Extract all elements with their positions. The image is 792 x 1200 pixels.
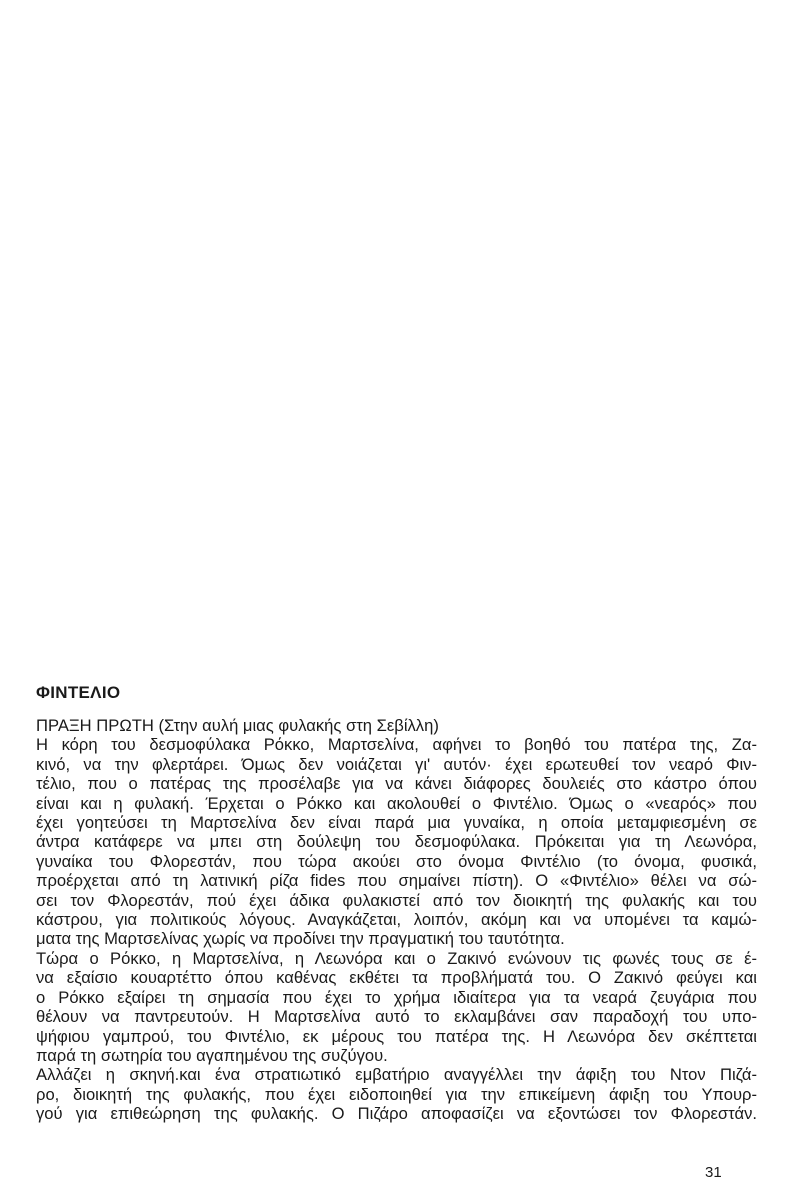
- text-line: γού για επιθεώρηση της φυλακής. Ο Πιζάρο αποφασίζει να εξοντώσει τον Φλορεστάν.: [36, 1104, 757, 1124]
- text-line: ρο, διοικητή της φυλακής, που έχει ειδοποιηθεί για την επικείμενη άφιξη του Υπουρ-: [36, 1084, 757, 1104]
- text-line: έχει γοητεύσει τη Μαρτσελίνα δεν είναι παρά μια γυναίκα, η οποία μεταμφιεσμένη σε: [36, 813, 757, 833]
- text-line: θέλουν να παντρευτούν. Η Μαρτσελίνα αυτό το εκλαμβάνει σαν παραδοχή του υπο-: [36, 1007, 757, 1027]
- text-line: είναι και η φυλακή. Έρχεται ο Ρόκκο και ακολουθεί ο Φιντέλιο. Όμως ο «νεαρός» που: [36, 793, 757, 813]
- text-line: γυναίκα του Φλορεστάν, που τώρα ακούει στο όνομα Φιντέλιο (το όνομα, φυσικά,: [36, 851, 757, 871]
- text-line: ο Ρόκκο εξαίρει τη σημασία που έχει το χρήμα ιδιαίτερα για τα νεαρά ζευγάρια που: [36, 987, 757, 1007]
- page-number: 31: [705, 1164, 722, 1181]
- text-line: Η κόρη του δεσμοφύλακα Ρόκκο, Μαρτσελίνα, αφήνει το βοηθό του πατέρα της, Ζα-: [36, 735, 757, 755]
- text-line: σει τον Φλορεστάν, πού έχει άδικα φυλακιστεί από τον διοικητή της φυλακής και του: [36, 890, 757, 910]
- text-line: ΠΡΑΞΗ ΠΡΩΤΗ (Στην αυλή μιας φυλακής στη Σεβίλλη): [36, 716, 439, 735]
- text-line: ψήφιου γαμπρού, του Φιντέλιο, εκ μέρους του πατέρα της. Η Λεωνόρα δεν σκέπτεται: [36, 1026, 757, 1046]
- text-line: τέλιο, που ο πατέρας της προσέλαβε για να κάνει διάφορες δουλειές στο κάστρο όπου: [36, 774, 757, 794]
- text-line: προέρχεται από τη λατινική ρίζα fides που σημαίνει πίστη). Ο «Φιντέλιο» θέλει να σώ-: [36, 871, 757, 891]
- text-line: Αλλάζει η σκηνή.και ένα στρατιωτικό εμβατήριο αναγγέλλει την άφιξη του Ντον Πιζά-: [36, 1065, 757, 1085]
- section-title: ΦΙΝΤΕΛΙΟ: [36, 683, 121, 702]
- text-line: κάστρου, για πολιτικούς λόγους. Αναγκάζεται, λοιπόν, ακόμη και να υπομένει τα καμώ-: [36, 910, 757, 930]
- text-line: παρά τη σωτηρία του αγαπημένου της συζύγου.: [36, 1045, 388, 1065]
- text-line: άντρα κατάφερε να μπει στη δούλεψη του δεσμοφύλακα. Πρόκειται για τη Λεωνόρα,: [36, 832, 757, 852]
- text-line: ματα της Μαρτσελίνας χωρίς να προδίνει την πραγματική του ταυτότητα.: [36, 929, 565, 949]
- text-line: κινό, να την φλερτάρει. Όμως δεν νοιάζεται γι' αυτόν· έχει ερωτευθεί τον νεαρό Φιν-: [36, 754, 757, 774]
- text-line: Τώρα ο Ρόκκο, η Μαρτσελίνα, η Λεωνόρα και ο Ζακινό ενώνουν τις φωνές τους σε έ-: [36, 948, 757, 968]
- text-line: να εξαίσιο κουαρτέττο όπου καθένας εκθέτει τα προβλήματά του. Ο Ζακινό φεύγει και: [36, 968, 757, 988]
- synopsis-text: [36, 716, 757, 1124]
